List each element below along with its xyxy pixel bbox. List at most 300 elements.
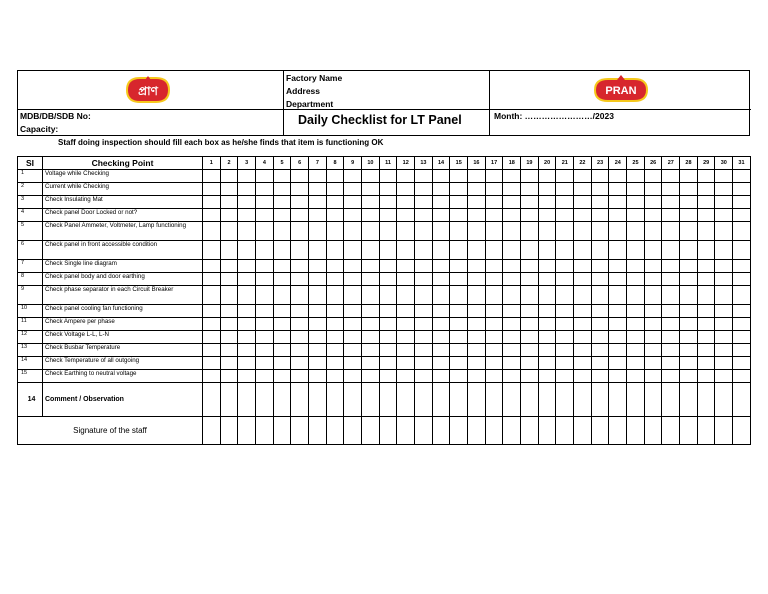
check-cell[interactable] [397,331,415,344]
check-cell[interactable] [309,241,327,260]
check-cell[interactable] [574,357,592,370]
check-cell[interactable] [591,344,609,357]
check-cell[interactable] [379,383,397,417]
check-cell[interactable] [432,344,450,357]
check-cell[interactable] [309,383,327,417]
check-cell[interactable] [326,331,344,344]
check-cell[interactable] [432,417,450,445]
check-cell[interactable] [627,183,645,196]
check-cell[interactable] [662,273,680,286]
check-cell[interactable] [485,170,503,183]
check-cell[interactable] [733,370,751,383]
check-cell[interactable] [468,344,486,357]
check-cell[interactable] [591,273,609,286]
check-cell[interactable] [521,170,539,183]
check-cell[interactable] [733,183,751,196]
check-cell[interactable] [627,370,645,383]
check-cell[interactable] [344,417,362,445]
check-cell[interactable] [644,273,662,286]
check-cell[interactable] [521,318,539,331]
check-cell[interactable] [450,241,468,260]
check-cell[interactable] [591,241,609,260]
check-cell[interactable] [538,196,556,209]
check-cell[interactable] [256,383,274,417]
check-cell[interactable] [644,196,662,209]
check-cell[interactable] [538,170,556,183]
check-cell[interactable] [556,222,574,241]
check-cell[interactable] [220,357,238,370]
check-cell[interactable] [521,183,539,196]
check-cell[interactable] [468,170,486,183]
check-cell[interactable] [273,241,291,260]
check-cell[interactable] [485,318,503,331]
check-cell[interactable] [309,183,327,196]
check-cell[interactable] [627,241,645,260]
check-cell[interactable] [697,286,715,305]
check-cell[interactable] [220,183,238,196]
check-cell[interactable] [715,222,733,241]
check-cell[interactable] [203,209,221,222]
check-cell[interactable] [503,417,521,445]
check-cell[interactable] [538,241,556,260]
check-cell[interactable] [256,344,274,357]
check-cell[interactable] [238,170,256,183]
check-cell[interactable] [415,183,433,196]
check-cell[interactable] [556,383,574,417]
check-cell[interactable] [432,260,450,273]
check-cell[interactable] [309,357,327,370]
check-cell[interactable] [609,370,627,383]
check-cell[interactable] [715,305,733,318]
check-cell[interactable] [556,344,574,357]
check-cell[interactable] [697,383,715,417]
check-cell[interactable] [627,273,645,286]
check-cell[interactable] [521,260,539,273]
check-cell[interactable] [432,209,450,222]
check-cell[interactable] [662,170,680,183]
check-cell[interactable] [591,183,609,196]
check-cell[interactable] [203,331,221,344]
check-cell[interactable] [379,196,397,209]
check-cell[interactable] [203,260,221,273]
check-cell[interactable] [521,357,539,370]
check-cell[interactable] [397,344,415,357]
check-cell[interactable] [556,318,574,331]
check-cell[interactable] [220,170,238,183]
check-cell[interactable] [397,183,415,196]
check-cell[interactable] [556,209,574,222]
check-cell[interactable] [450,370,468,383]
check-cell[interactable] [397,222,415,241]
check-cell[interactable] [609,344,627,357]
check-cell[interactable] [273,222,291,241]
check-cell[interactable] [450,286,468,305]
check-cell[interactable] [556,241,574,260]
check-cell[interactable] [203,357,221,370]
check-cell[interactable] [662,196,680,209]
check-cell[interactable] [574,209,592,222]
check-cell[interactable] [538,370,556,383]
check-cell[interactable] [379,260,397,273]
check-cell[interactable] [715,370,733,383]
check-cell[interactable] [415,273,433,286]
check-cell[interactable] [468,357,486,370]
check-cell[interactable] [344,370,362,383]
check-cell[interactable] [503,344,521,357]
check-cell[interactable] [220,196,238,209]
check-cell[interactable] [715,357,733,370]
check-cell[interactable] [697,357,715,370]
check-cell[interactable] [362,344,380,357]
check-cell[interactable] [591,305,609,318]
check-cell[interactable] [503,305,521,318]
check-cell[interactable] [238,417,256,445]
check-cell[interactable] [521,209,539,222]
check-cell[interactable] [309,273,327,286]
check-cell[interactable] [362,209,380,222]
check-cell[interactable] [644,305,662,318]
check-cell[interactable] [309,222,327,241]
check-cell[interactable] [220,417,238,445]
check-cell[interactable] [609,331,627,344]
check-cell[interactable] [503,383,521,417]
check-cell[interactable] [291,170,309,183]
check-cell[interactable] [379,370,397,383]
check-cell[interactable] [397,196,415,209]
check-cell[interactable] [680,286,698,305]
check-cell[interactable] [485,417,503,445]
check-cell[interactable] [344,383,362,417]
check-cell[interactable] [326,241,344,260]
check-cell[interactable] [627,383,645,417]
check-cell[interactable] [291,370,309,383]
check-cell[interactable] [362,196,380,209]
check-cell[interactable] [291,183,309,196]
check-cell[interactable] [521,383,539,417]
check-cell[interactable] [609,286,627,305]
check-cell[interactable] [203,383,221,417]
check-cell[interactable] [468,260,486,273]
check-cell[interactable] [485,273,503,286]
check-cell[interactable] [397,417,415,445]
check-cell[interactable] [485,183,503,196]
check-cell[interactable] [733,318,751,331]
check-cell[interactable] [521,370,539,383]
check-cell[interactable] [397,305,415,318]
check-cell[interactable] [468,209,486,222]
check-cell[interactable] [309,170,327,183]
check-cell[interactable] [362,331,380,344]
check-cell[interactable] [344,286,362,305]
check-cell[interactable] [556,260,574,273]
check-cell[interactable] [397,260,415,273]
check-cell[interactable] [538,417,556,445]
check-cell[interactable] [662,344,680,357]
check-cell[interactable] [273,344,291,357]
check-cell[interactable] [627,260,645,273]
check-cell[interactable] [238,370,256,383]
check-cell[interactable] [644,357,662,370]
check-cell[interactable] [662,241,680,260]
check-cell[interactable] [238,196,256,209]
check-cell[interactable] [609,196,627,209]
check-cell[interactable] [591,318,609,331]
check-cell[interactable] [273,383,291,417]
check-cell[interactable] [220,222,238,241]
check-cell[interactable] [432,357,450,370]
check-cell[interactable] [574,305,592,318]
check-cell[interactable] [574,196,592,209]
check-cell[interactable] [291,331,309,344]
check-cell[interactable] [662,417,680,445]
check-cell[interactable] [680,196,698,209]
check-cell[interactable] [238,286,256,305]
check-cell[interactable] [733,357,751,370]
check-cell[interactable] [680,209,698,222]
check-cell[interactable] [609,383,627,417]
check-cell[interactable] [521,273,539,286]
check-cell[interactable] [485,383,503,417]
check-cell[interactable] [697,183,715,196]
check-cell[interactable] [238,383,256,417]
check-cell[interactable] [591,209,609,222]
check-cell[interactable] [397,370,415,383]
check-cell[interactable] [415,344,433,357]
check-cell[interactable] [379,344,397,357]
check-cell[interactable] [591,417,609,445]
check-cell[interactable] [309,286,327,305]
check-cell[interactable] [256,417,274,445]
check-cell[interactable] [680,170,698,183]
check-cell[interactable] [609,273,627,286]
check-cell[interactable] [326,305,344,318]
check-cell[interactable] [344,273,362,286]
check-cell[interactable] [662,383,680,417]
check-cell[interactable] [733,241,751,260]
check-cell[interactable] [379,183,397,196]
check-cell[interactable] [203,241,221,260]
check-cell[interactable] [273,170,291,183]
check-cell[interactable] [556,331,574,344]
check-cell[interactable] [697,305,715,318]
check-cell[interactable] [468,183,486,196]
check-cell[interactable] [503,209,521,222]
check-cell[interactable] [591,260,609,273]
check-cell[interactable] [291,318,309,331]
check-cell[interactable] [397,318,415,331]
check-cell[interactable] [485,305,503,318]
check-cell[interactable] [291,222,309,241]
check-cell[interactable] [203,318,221,331]
check-cell[interactable] [697,318,715,331]
check-cell[interactable] [521,222,539,241]
check-cell[interactable] [309,196,327,209]
check-cell[interactable] [291,357,309,370]
check-cell[interactable] [362,222,380,241]
check-cell[interactable] [326,273,344,286]
check-cell[interactable] [291,417,309,445]
check-cell[interactable] [662,331,680,344]
check-cell[interactable] [644,222,662,241]
check-cell[interactable] [574,222,592,241]
check-cell[interactable] [468,305,486,318]
check-cell[interactable] [468,241,486,260]
check-cell[interactable] [220,209,238,222]
check-cell[interactable] [609,357,627,370]
check-cell[interactable] [432,383,450,417]
check-cell[interactable] [379,417,397,445]
check-cell[interactable] [680,260,698,273]
check-cell[interactable] [538,344,556,357]
check-cell[interactable] [220,331,238,344]
check-cell[interactable] [591,222,609,241]
check-cell[interactable] [379,241,397,260]
check-cell[interactable] [203,370,221,383]
check-cell[interactable] [591,370,609,383]
check-cell[interactable] [521,417,539,445]
check-cell[interactable] [591,357,609,370]
check-cell[interactable] [609,305,627,318]
check-cell[interactable] [609,260,627,273]
check-cell[interactable] [450,383,468,417]
check-cell[interactable] [432,170,450,183]
check-cell[interactable] [574,344,592,357]
check-cell[interactable] [256,370,274,383]
check-cell[interactable] [450,331,468,344]
check-cell[interactable] [450,209,468,222]
check-cell[interactable] [220,286,238,305]
check-cell[interactable] [344,344,362,357]
check-cell[interactable] [397,241,415,260]
check-cell[interactable] [397,209,415,222]
check-cell[interactable] [256,318,274,331]
check-cell[interactable] [432,370,450,383]
check-cell[interactable] [415,286,433,305]
check-cell[interactable] [680,318,698,331]
check-cell[interactable] [379,222,397,241]
check-cell[interactable] [644,383,662,417]
check-cell[interactable] [733,305,751,318]
check-cell[interactable] [291,241,309,260]
check-cell[interactable] [468,286,486,305]
check-cell[interactable] [556,357,574,370]
check-cell[interactable] [273,209,291,222]
check-cell[interactable] [379,331,397,344]
check-cell[interactable] [415,383,433,417]
check-cell[interactable] [238,209,256,222]
check-cell[interactable] [662,222,680,241]
check-cell[interactable] [203,305,221,318]
check-cell[interactable] [326,286,344,305]
check-cell[interactable] [538,383,556,417]
check-cell[interactable] [503,241,521,260]
check-cell[interactable] [733,196,751,209]
check-cell[interactable] [627,417,645,445]
check-cell[interactable] [362,286,380,305]
check-cell[interactable] [415,370,433,383]
check-cell[interactable] [697,170,715,183]
check-cell[interactable] [609,170,627,183]
check-cell[interactable] [450,170,468,183]
check-cell[interactable] [309,260,327,273]
check-cell[interactable] [715,241,733,260]
check-cell[interactable] [309,305,327,318]
check-cell[interactable] [344,318,362,331]
check-cell[interactable] [432,305,450,318]
check-cell[interactable] [485,344,503,357]
check-cell[interactable] [220,305,238,318]
check-cell[interactable] [697,196,715,209]
check-cell[interactable] [556,286,574,305]
check-cell[interactable] [574,183,592,196]
check-cell[interactable] [662,357,680,370]
check-cell[interactable] [273,370,291,383]
check-cell[interactable] [644,183,662,196]
check-cell[interactable] [733,331,751,344]
check-cell[interactable] [609,183,627,196]
check-cell[interactable] [238,260,256,273]
check-cell[interactable] [450,222,468,241]
check-cell[interactable] [503,170,521,183]
check-cell[interactable] [485,286,503,305]
check-cell[interactable] [379,286,397,305]
check-cell[interactable] [680,273,698,286]
check-cell[interactable] [468,222,486,241]
check-cell[interactable] [309,344,327,357]
check-cell[interactable] [220,318,238,331]
check-cell[interactable] [609,209,627,222]
check-cell[interactable] [203,183,221,196]
check-cell[interactable] [397,286,415,305]
check-cell[interactable] [450,196,468,209]
check-cell[interactable] [574,331,592,344]
check-cell[interactable] [238,331,256,344]
check-cell[interactable] [362,370,380,383]
check-cell[interactable] [273,318,291,331]
check-cell[interactable] [662,183,680,196]
check-cell[interactable] [556,305,574,318]
check-cell[interactable] [538,260,556,273]
check-cell[interactable] [415,241,433,260]
check-cell[interactable] [609,318,627,331]
check-cell[interactable] [485,331,503,344]
check-cell[interactable] [326,196,344,209]
check-cell[interactable] [291,260,309,273]
check-cell[interactable] [238,318,256,331]
check-cell[interactable] [662,286,680,305]
check-cell[interactable] [697,222,715,241]
check-cell[interactable] [680,331,698,344]
check-cell[interactable] [715,183,733,196]
check-cell[interactable] [432,318,450,331]
check-cell[interactable] [344,196,362,209]
check-cell[interactable] [203,417,221,445]
check-cell[interactable] [344,170,362,183]
check-cell[interactable] [521,344,539,357]
check-cell[interactable] [680,417,698,445]
check-cell[interactable] [556,417,574,445]
check-cell[interactable] [521,241,539,260]
check-cell[interactable] [256,305,274,318]
check-cell[interactable] [485,209,503,222]
check-cell[interactable] [415,209,433,222]
check-cell[interactable] [256,273,274,286]
check-cell[interactable] [733,344,751,357]
check-cell[interactable] [256,209,274,222]
check-cell[interactable] [379,318,397,331]
check-cell[interactable] [503,260,521,273]
check-cell[interactable] [326,183,344,196]
